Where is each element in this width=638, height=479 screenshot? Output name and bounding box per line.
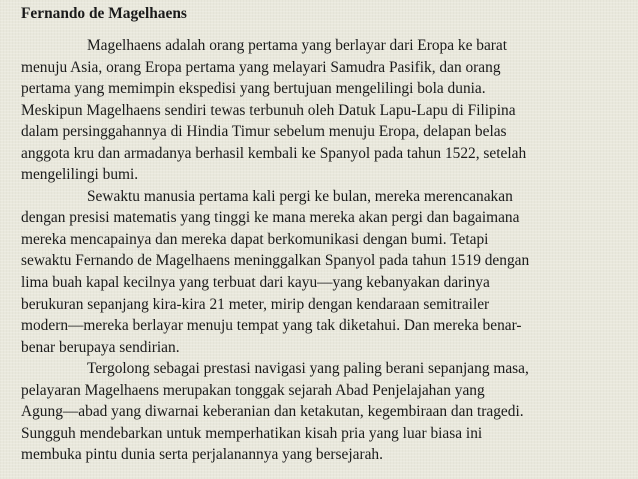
document-page — [21, 3, 621, 466]
paragraph-line: Agung—abad yang diwarnai keberanian dan ketakutan, kegembiraan dan tragedi. — [21, 403, 524, 421]
paragraph-line: dalam persinggahannya di Hindia Timur sebelum menuju Eropa, delapan belas — [21, 123, 507, 141]
paragraph-line: mengelilingi bumi. — [21, 166, 139, 184]
paragraph-line: Meskipun Magelhaens sendiri tewas terbunuh oleh Datuk Lapu-Lapu di Filipina — [21, 101, 516, 119]
paragraph-2 — [21, 186, 621, 358]
paragraph-line: menuju Asia, orang Eropa pertama yang melayari Samudra Pasifik, dan orang — [21, 58, 501, 76]
paragraph-line: berukuran sepanjang kira-kira 21 meter, mirip dengan kendaraan semitrailer — [21, 295, 490, 313]
document-title: Fernando de Magelhaens — [21, 5, 187, 22]
paragraph-line: anggota kru dan armadanya berhasil kembali ke Spanyol pada tahun 1522, setelah — [21, 144, 527, 162]
paragraph-1 — [21, 35, 621, 186]
paragraph-line: mereka mencapainya dan mereka dapat berkomunikasi dengan bumi. Tetapi — [21, 230, 489, 248]
paragraph-line: Magelhaens adalah orang pertama yang berlayar dari Eropa ke barat — [87, 37, 508, 54]
paragraph-line: Sewaktu manusia pertama kali pergi ke bulan, mereka merencanakan — [87, 187, 513, 205]
paragraph-3 — [21, 358, 621, 466]
paragraph-line: benar berupaya sendirian. — [21, 338, 180, 356]
paragraph-line: lima buah kapal kecilnya yang terbuat dari kayu—yang kebanyakan darinya — [21, 274, 490, 292]
paragraph-line: modern—mereka berlayar menuju tempat yang tak diketahui. Dan mereka benar- — [21, 317, 522, 335]
paragraph-line: Tergolong sebagai prestasi navigasi yang paling berani sepanjang masa, — [87, 360, 529, 378]
paragraph-line: sewaktu Fernando de Magelhaens meninggalkan Spanyol pada tahun 1519 dengan — [21, 252, 530, 270]
paragraph-line: membuka pintu dunia serta perjalanannya yang bersejarah. — [21, 446, 383, 464]
paragraph-line: pelayaran Magelhaens merupakan tonggak sejarah Abad Penjelajahan yang — [21, 381, 485, 399]
paragraph-line: pertama yang memimpin ekspedisi yang bertujuan mengelilingi bola dunia. — [21, 80, 486, 98]
paragraph-line: Sungguh mendebarkan untuk memperhatikan kisah pria yang luar biasa ini — [21, 424, 483, 442]
paragraph-line: dengan presisi matematis yang tinggi ke mana mereka akan pergi dan bagaimana — [21, 209, 520, 227]
